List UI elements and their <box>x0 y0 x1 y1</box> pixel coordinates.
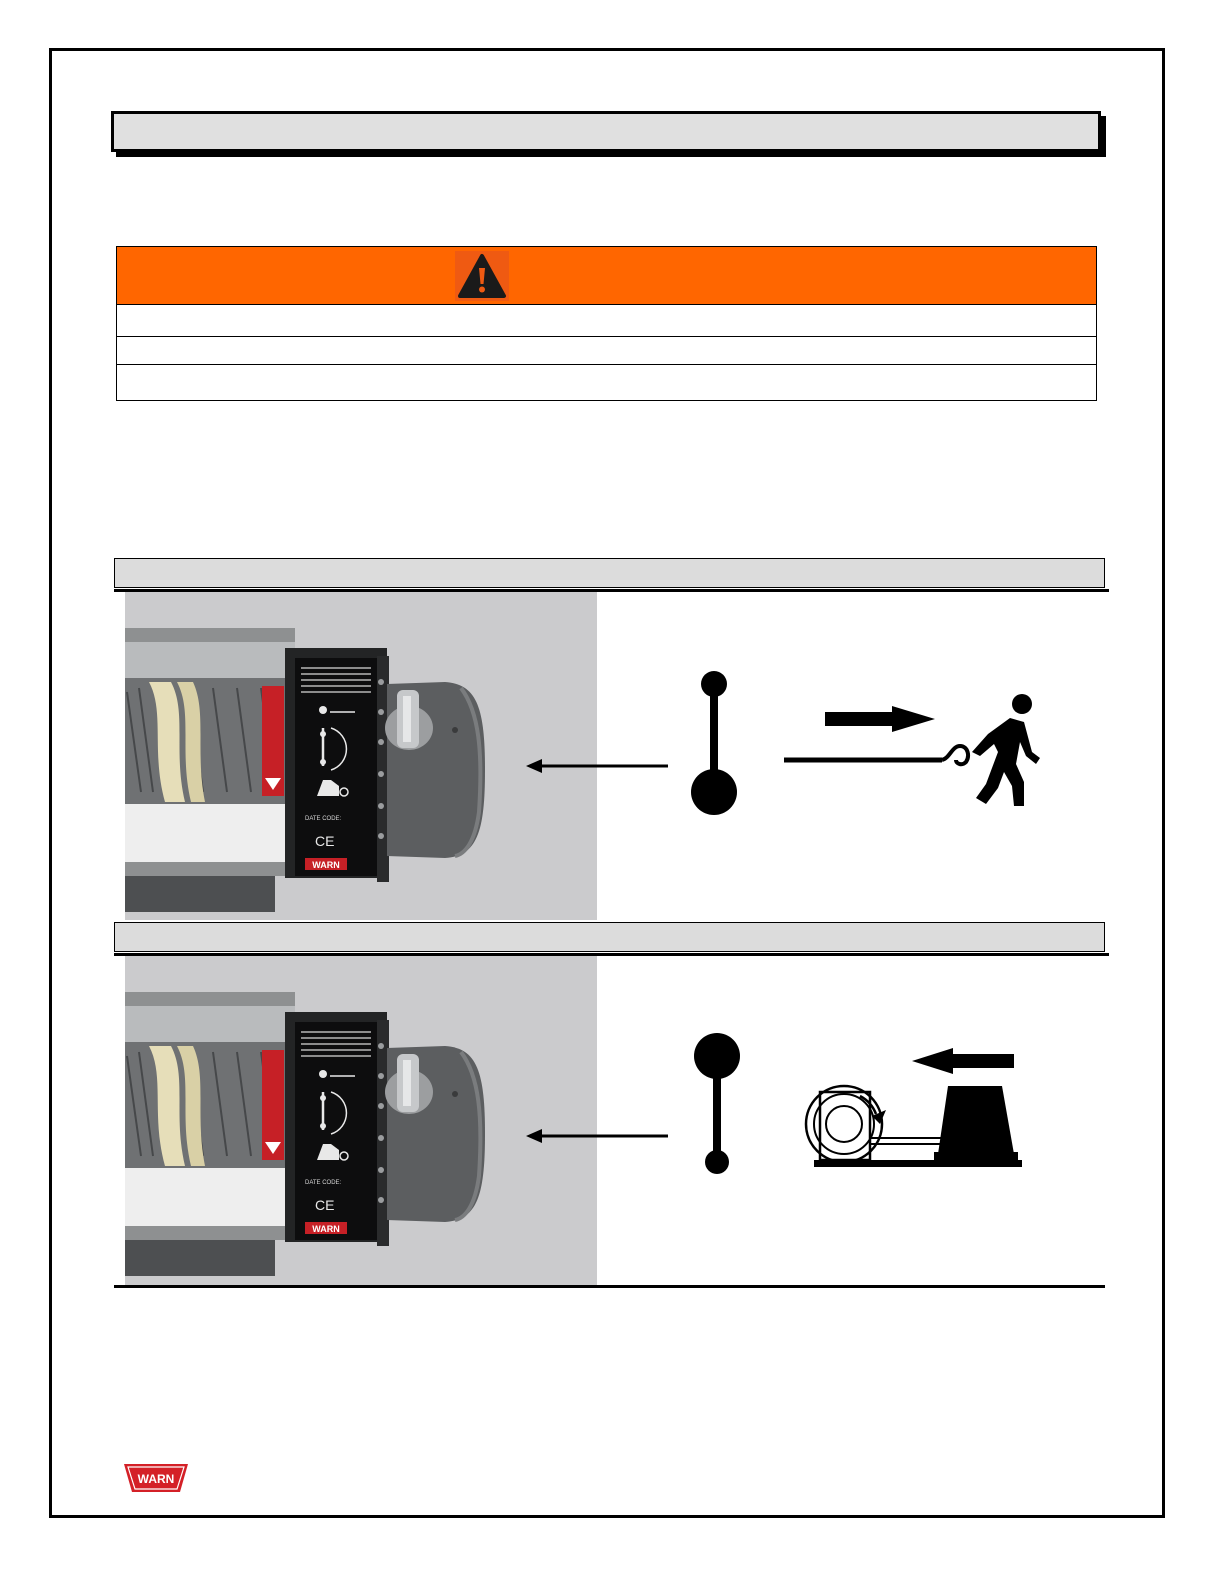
warning-row <box>117 365 1096 400</box>
svg-text:CE: CE <box>315 1197 335 1213</box>
label-card-text: DATE CODE: <box>305 816 342 822</box>
label-logo-text: WARN <box>312 1224 340 1234</box>
warning-table <box>116 246 1097 401</box>
warning-row <box>117 337 1096 365</box>
person-pulling-cable-diagram <box>520 660 1060 820</box>
panel-rule <box>114 1285 1105 1288</box>
warn-logo-text: WARN <box>137 1472 175 1486</box>
panel-bar-engaged <box>114 922 1105 952</box>
winch-pulling-load-diagram <box>520 1030 1060 1180</box>
section-header <box>111 111 1101 152</box>
panel-bar-freespool <box>114 558 1105 588</box>
label-card-text: DATE CODE: <box>305 1180 342 1186</box>
label-logo-text: WARN <box>312 860 340 870</box>
warning-row <box>117 305 1096 337</box>
warning-triangle-icon <box>455 251 509 301</box>
warning-header <box>117 247 1096 305</box>
warn-logo <box>124 1462 188 1494</box>
svg-text:CE: CE <box>315 833 335 849</box>
